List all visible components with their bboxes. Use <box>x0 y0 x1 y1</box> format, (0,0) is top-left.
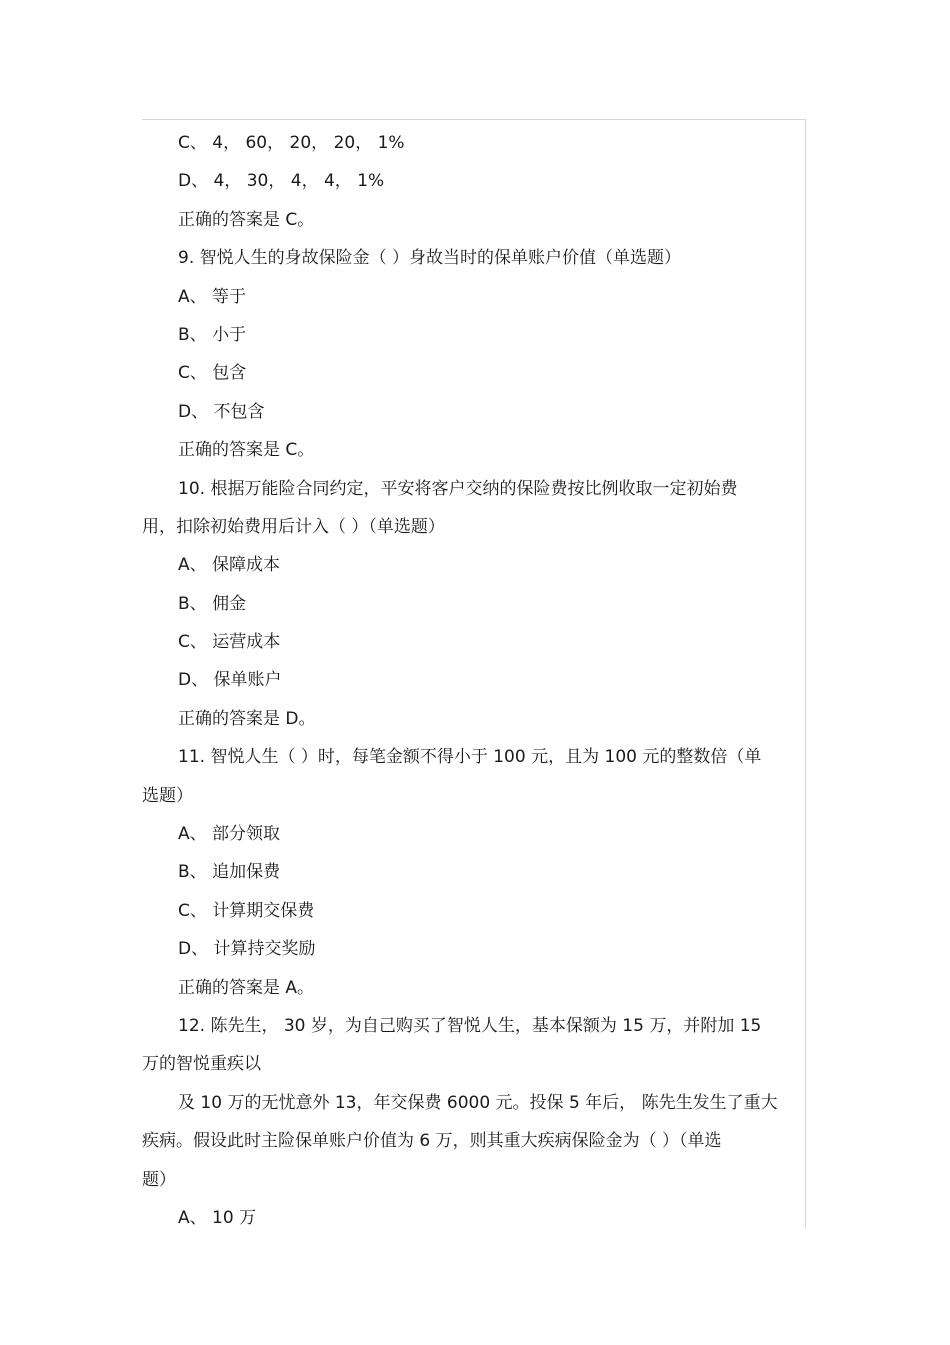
question-12-line-1: 12. 陈先生， 30 岁，为自己购买了智悦人生，基本保额为 15 万，并附加 15 <box>178 1015 762 1036</box>
option-c-q9: C、 包含 <box>178 363 247 384</box>
option-c-q10: C、 运营成本 <box>178 632 281 653</box>
question-12-line-2: 万的智悦重疾以 <box>142 1054 261 1075</box>
question-12-line-4: 疾病。假设此时主险保单账户价值为 6 万，则其重大疾病保险金为（ ）（单选 <box>142 1131 722 1152</box>
option-d-q8: D、 4， 30， 4， 4， 1% <box>178 171 385 192</box>
answer-q8: 正确的答案是 C。 <box>178 209 315 230</box>
document-body <box>142 124 804 1237</box>
option-c-q11: C、 计算期交保费 <box>178 900 315 921</box>
question-10-line-2: 用，扣除初始费用后计入（ ）（单选题） <box>142 516 445 537</box>
answer-q9: 正确的答案是 C。 <box>178 440 315 461</box>
option-d-q10: D、 保单账户 <box>178 670 282 691</box>
option-c-q8: C、 4， 60， 20， 20， 1% <box>178 133 405 153</box>
question-12-line-5: 题） <box>142 1169 176 1190</box>
option-d-q11: D、 计算持交奖励 <box>178 939 316 960</box>
option-b-q11: B、 追加保费 <box>178 862 281 883</box>
option-b-q9: B、 小于 <box>178 324 247 345</box>
option-d-q9: D、 不包含 <box>178 401 265 422</box>
answer-q11: 正确的答案是 A。 <box>178 977 315 998</box>
question-11-line-2: 选题） <box>142 785 193 806</box>
answer-q10: 正确的答案是 D。 <box>178 708 316 729</box>
option-a-q9: A、 等于 <box>178 286 247 307</box>
question-12-line-3: 及 10 万的无忧意外 13，年交保费 6000 元。投保 5 年后， 陈先生发生了重大 <box>178 1092 778 1113</box>
question-9: 9. 智悦人生的身故保险金（ ）身故当时的保单账户价值（单选题） <box>178 248 682 269</box>
question-10-line-1: 10. 根据万能险合同约定，平安将客户交纳的保险费按比例收取一定初始费 <box>178 478 738 499</box>
option-a-q11: A、 部分领取 <box>178 824 281 845</box>
question-11-line-1: 11. 智悦人生（ ）时，每笔金额不得小于 100 元，且为 100 元的整数倍（单 <box>178 747 762 768</box>
option-b-q10: B、 佣金 <box>178 593 247 614</box>
option-a-q12: A、 10 万 <box>178 1207 257 1228</box>
option-a-q10: A、 保障成本 <box>178 555 281 576</box>
